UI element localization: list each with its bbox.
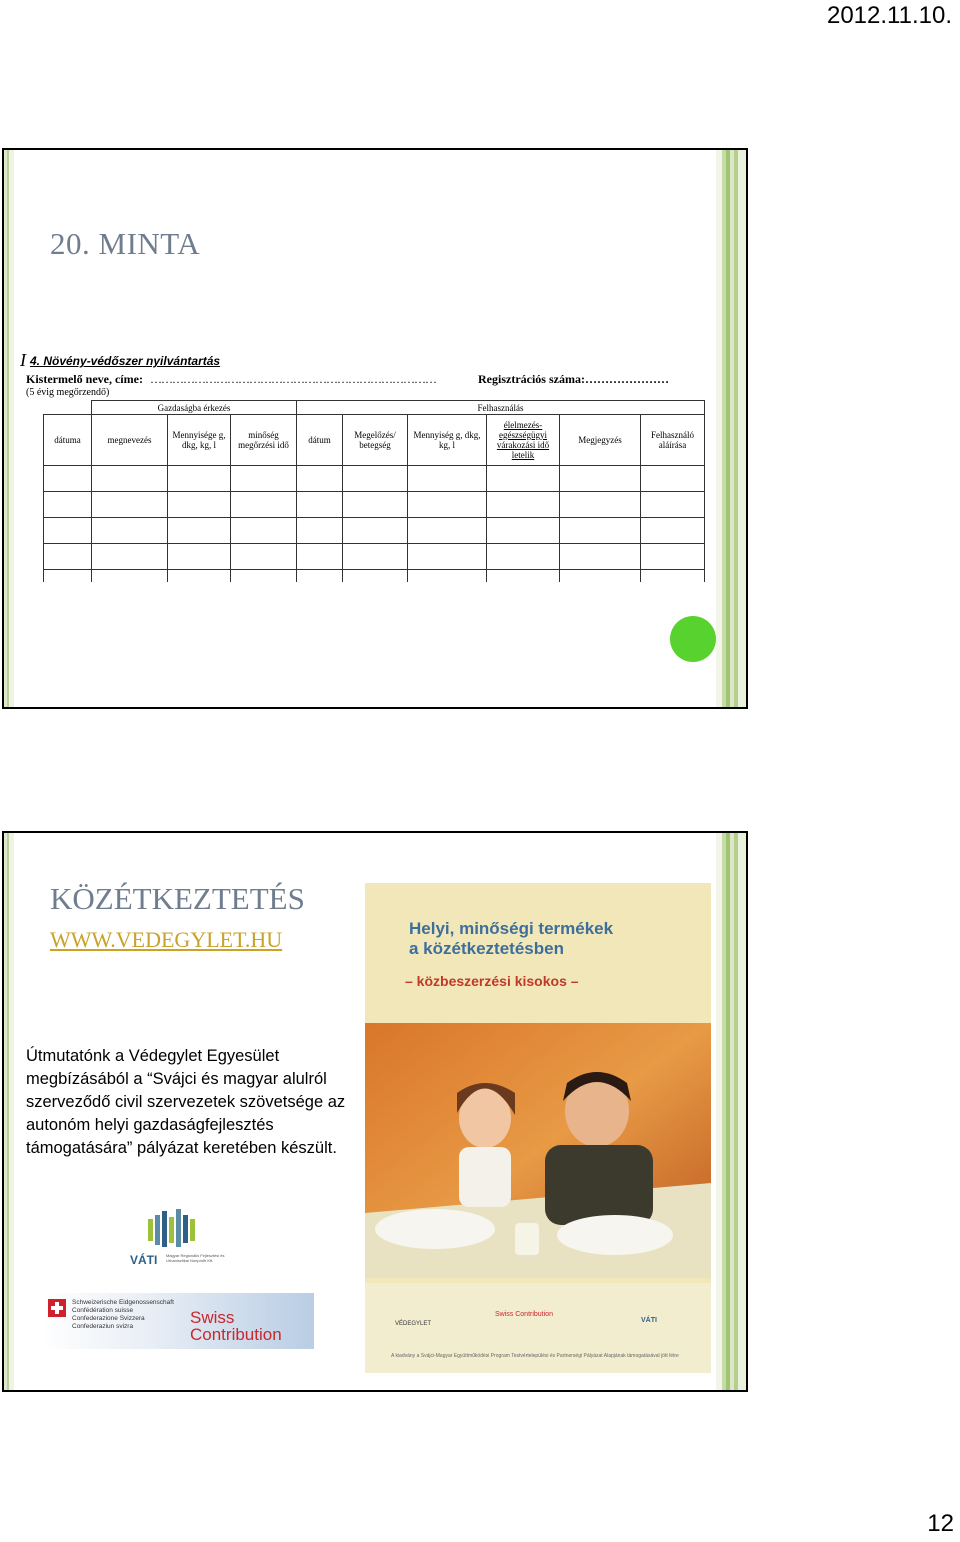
vati-name: VÁTI (130, 1253, 158, 1267)
green-dot-decoration (670, 616, 716, 662)
table-row (44, 492, 705, 518)
group-header-arrival: Gazdaságba érkezés (92, 401, 297, 415)
slide-left-stripe (4, 150, 14, 707)
producer-dots: …………………………………………………………………… (150, 372, 436, 386)
vati-logo (124, 1205, 228, 1273)
body-paragraph: Útmutatónk a Védegylet Egyesület megbízásából a “Svájci és magyar alulról szerveződő civil szervezetek szövetsége az autonóm helyi gazdaságfejlesztés támogatására” pályázat keretében készült. (26, 1047, 346, 1157)
vedegylet-logo: VÉDEGYLET (395, 1321, 432, 1327)
page-number: 12 (927, 1510, 954, 1537)
cover-footnote: A kiadvány a Svájci-Magyar Együttműködési Program Testvértelepülési és Partnerségi Pályázat Alapjának támogatásával jött létre (391, 1353, 679, 1359)
column-header: dátuma (44, 415, 92, 466)
cover-subtitle: – közbeszerzési kisokos – (405, 973, 579, 989)
column-header: dátum (297, 415, 343, 466)
slide-left-stripe (4, 833, 14, 1390)
form-title: 4. Növény-védőszer nyilvántartás (30, 354, 221, 368)
table-row (44, 518, 705, 544)
column-header: minőség megőrzési idő (231, 415, 297, 466)
column-header: Megelőzés/ betegség (343, 415, 408, 466)
column-header: Megjegyzés (560, 415, 641, 466)
inventory-table (43, 400, 705, 582)
swiss-confederation-text: Schweizerische Eidgenossenschaft Confédération suisse Confederazione Svizzera Confederaziun svizra (72, 1299, 174, 1330)
slide-right-stripe (716, 150, 746, 707)
slide-title: 20. MINTA (50, 226, 201, 261)
children-photo (365, 1023, 711, 1278)
swiss-contribution-text: Swiss Contribution (190, 1308, 282, 1344)
slide-right-stripe (716, 833, 746, 1390)
form-scan (18, 350, 708, 582)
swiss-cross-icon (48, 1299, 66, 1317)
slide-minta (2, 148, 748, 709)
cover-title: Helyi, minőségi termékek a közétkeztetésben (409, 919, 614, 958)
swiss-contribution-logo (42, 1293, 314, 1349)
table-row (44, 570, 705, 583)
booklet-cover-image (365, 883, 711, 1373)
slide-kozetkeztetes (2, 831, 748, 1392)
vati-small-logo: VÁTI (641, 1317, 657, 1324)
table-row (44, 466, 705, 492)
column-header: Mennyiség g, dkg, kg, l (408, 415, 487, 466)
slide-title: KÖZÉTKEZTETÉS (50, 881, 305, 916)
table-row (44, 544, 705, 570)
vati-subtitle: Magyar Regionális Fejlesztési és Urbanisztikai Nonprofit Kft. (166, 1253, 225, 1263)
cover-logo-strip (365, 1283, 711, 1373)
column-header: Mennyisége g, dkg, kg, l (168, 415, 231, 466)
column-header: élelmezés-egészségügyi várakozási idő letelik (487, 415, 560, 466)
website-link[interactable]: WWW.VEDEGYLET.HU (50, 927, 283, 952)
swiss-contribution-small-logo: Swiss Contribution (495, 1311, 553, 1318)
column-header: Felhasználó aláírása (641, 415, 705, 466)
header-date: 2012.11.10. (826, 2, 952, 29)
group-header-usage: Felhasználás (297, 401, 705, 415)
text-cursor-glyph: I (20, 350, 26, 370)
producer-label: Kistermelő neve, címe: (26, 372, 143, 386)
keep-note: (5 évig megőrzendő) (26, 387, 110, 398)
registration-label: Regisztrációs száma:………………… (478, 372, 669, 386)
column-header: megnevezés (92, 415, 168, 466)
